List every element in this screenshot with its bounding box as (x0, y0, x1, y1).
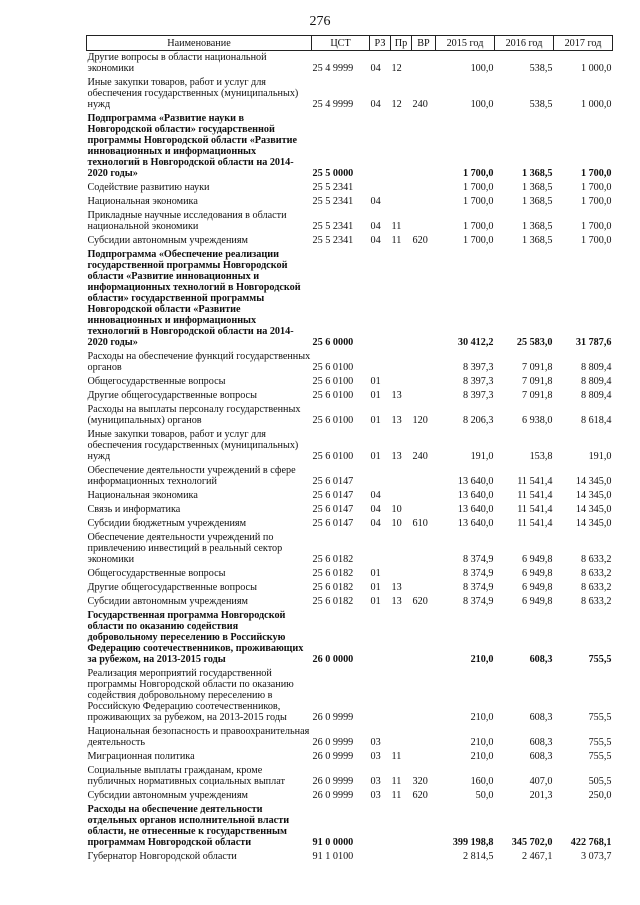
row-value-2016: 345 702,0 (511, 837, 553, 848)
row-vr (412, 531, 436, 567)
row-value-2016: 7 091,8 (521, 376, 553, 387)
row-value-2017: 8 633,2 (580, 554, 612, 565)
row-pr (391, 667, 412, 725)
row-value-2017: 8 809,4 (580, 362, 612, 373)
row-name: Губернатор Новгородской области (87, 851, 237, 862)
row-value-2015: 100,0 (470, 99, 494, 110)
row-vr: 620 (412, 596, 428, 607)
row-name: Национальная безопасность и правоохранительная деятельность (87, 726, 310, 748)
row-rz: 03 (370, 751, 381, 762)
row-pr: 11 (391, 751, 402, 762)
row-pr (391, 850, 412, 864)
row-cst: 25 6 0147 (312, 518, 354, 529)
row-value-2015: 210,0 (470, 737, 494, 748)
row-pr: 11 (391, 235, 402, 246)
row-rz: 01 (370, 390, 381, 401)
row-value-2016: 608,3 (529, 751, 553, 762)
row-rz: 04 (370, 504, 381, 515)
table-row (87, 464, 613, 489)
row-value-2016: 2 467,1 (521, 851, 553, 862)
row-value-2016: 538,5 (529, 99, 553, 110)
row-value-2017: 422 768,1 (570, 837, 612, 848)
row-name: Общегосударственные вопросы (87, 568, 226, 579)
row-pr (391, 489, 412, 503)
row-cst: 25 4 9999 (312, 63, 354, 74)
table-row (87, 112, 613, 181)
row-value-2016: 608,3 (529, 654, 553, 665)
row-rz: 04 (370, 221, 381, 232)
row-rz: 01 (370, 582, 381, 593)
row-cst: 26 0 9999 (312, 751, 354, 762)
row-rz: 03 (370, 776, 381, 787)
row-value-2015: 8 397,3 (462, 376, 494, 387)
row-value-2015: 1 700,0 (462, 221, 494, 232)
row-value-2017: 191,0 (588, 451, 612, 462)
row-value-2015: 210,0 (470, 751, 494, 762)
row-value-2017: 8 809,4 (580, 376, 612, 387)
row-pr: 11 (391, 221, 402, 232)
row-cst: 26 0 9999 (312, 790, 354, 801)
row-pr (391, 181, 412, 195)
row-value-2015: 8 397,3 (462, 362, 494, 373)
table-body (87, 51, 613, 865)
table-row (87, 234, 613, 248)
row-rz: 01 (370, 568, 381, 579)
row-value-2017: 14 345,0 (575, 518, 612, 529)
row-vr: 240 (412, 451, 428, 462)
row-cst: 25 6 0147 (312, 476, 354, 487)
row-value-2015: 160,0 (470, 776, 494, 787)
row-rz: 01 (370, 451, 381, 462)
row-vr: 620 (412, 235, 428, 246)
row-rz (370, 248, 391, 350)
row-rz (370, 464, 391, 489)
table-row (87, 248, 613, 350)
row-value-2016: 153,8 (529, 451, 553, 462)
row-name: Социальные выплаты гражданам, кроме публичных нормативных социальных выплат (87, 765, 285, 787)
row-value-2015: 2 814,5 (462, 851, 494, 862)
row-name: Прикладные научные исследования в области национальной экономики (87, 210, 287, 232)
row-vr (412, 464, 436, 489)
row-value-2017: 1 700,0 (580, 235, 612, 246)
row-value-2016: 6 949,8 (521, 582, 553, 593)
row-name: Общегосударственные вопросы (87, 376, 226, 387)
table-row (87, 181, 613, 195)
row-cst: 25 6 0100 (312, 415, 354, 426)
row-value-2016: 6 949,8 (521, 568, 553, 579)
row-pr (391, 195, 412, 209)
row-name: Национальная экономика (87, 196, 198, 207)
row-cst: 25 6 0182 (312, 582, 354, 593)
column-header-2016: 2016 год (495, 36, 554, 51)
row-value-2015: 8 397,3 (462, 390, 494, 401)
row-name: Государственная программа Новгородской области по оказанию содействия добровольному переселению в Российскую Федерацию соотечественников, проживающих за рубежом, на 2013-2015 годы (87, 610, 304, 665)
row-vr: 120 (412, 415, 428, 426)
row-name: Другие общегосударственные вопросы (87, 390, 257, 401)
row-value-2017: 14 345,0 (575, 476, 612, 487)
table-row (87, 531, 613, 567)
row-value-2016: 1 368,5 (521, 196, 553, 207)
row-name: Реализация мероприятий государственной программы Новгородской области по оказанию содействия добровольному переселению в Российскую Федерацию соотечественников, проживающих за рубежом, на 2013-2015 годы (87, 668, 294, 723)
row-pr (391, 464, 412, 489)
row-value-2017: 8 633,2 (580, 568, 612, 579)
row-cst: 25 5 2341 (312, 235, 354, 246)
row-cst: 26 0 0000 (312, 654, 354, 665)
row-value-2016: 11 541,4 (517, 518, 553, 529)
budget-table (86, 35, 613, 864)
row-name: Субсидии автономным учреждениям (87, 790, 248, 801)
column-header-pr: Пр (391, 36, 412, 51)
row-name: Субсидии автономным учреждениям (87, 235, 248, 246)
row-pr (391, 725, 412, 750)
column-header-name: Наименование (87, 36, 312, 51)
row-cst: 25 6 0182 (312, 596, 354, 607)
row-name: Миграционная политика (87, 751, 195, 762)
table-row (87, 595, 613, 609)
row-value-2016: 608,3 (529, 712, 553, 723)
row-value-2017: 1 700,0 (580, 221, 612, 232)
row-name: Подпрограмма «Обеспечение реализации государственной программы Новгородской области «Развитие инновационных и информационных технологий в Новгородской области» государственной программы Новгородской области «Развитие инновационных и информационных технологий в Новгородской области на 2014-2020 годы» (87, 249, 301, 348)
row-value-2017: 505,5 (588, 776, 612, 787)
row-value-2017: 14 345,0 (575, 490, 612, 501)
row-value-2016: 1 368,5 (521, 182, 553, 193)
row-pr (391, 350, 412, 375)
table-row (87, 51, 613, 77)
row-rz (370, 609, 391, 667)
row-value-2016: 25 583,0 (516, 337, 553, 348)
row-value-2015: 8 374,9 (462, 582, 494, 593)
row-rz: 04 (370, 63, 381, 74)
row-name: Расходы на выплаты персоналу государственных (муниципальных) органов (87, 404, 301, 426)
row-rz (370, 531, 391, 567)
row-vr (412, 248, 436, 350)
row-value-2016: 7 091,8 (521, 362, 553, 373)
row-rz (370, 850, 391, 864)
row-cst: 25 6 0100 (312, 362, 354, 373)
row-vr (412, 503, 436, 517)
row-value-2016: 11 541,4 (517, 504, 553, 515)
row-rz: 04 (370, 235, 381, 246)
table-row (87, 503, 613, 517)
row-value-2015: 8 374,9 (462, 554, 494, 565)
row-cst: 25 6 0147 (312, 504, 354, 515)
row-vr (412, 209, 436, 234)
row-value-2017: 250,0 (588, 790, 612, 801)
row-rz: 03 (370, 790, 381, 801)
row-rz: 01 (370, 415, 381, 426)
table-row (87, 517, 613, 531)
row-value-2016: 1 368,5 (521, 168, 553, 179)
row-cst: 25 6 0100 (312, 376, 354, 387)
row-value-2017: 1 000,0 (580, 99, 612, 110)
table-row (87, 850, 613, 864)
row-pr (391, 567, 412, 581)
table-row (87, 725, 613, 750)
row-name: Иные закупки товаров, работ и услуг для обеспечения государственных (муниципальных) нужд (87, 429, 299, 462)
row-name: Расходы на обеспечение функций государственных органов (87, 351, 311, 373)
row-vr (412, 112, 436, 181)
row-rz: 03 (370, 737, 381, 748)
row-name: Связь и информатика (87, 504, 181, 515)
row-cst: 25 6 0182 (312, 568, 354, 579)
column-header-2015: 2015 год (436, 36, 495, 51)
row-value-2016: 11 541,4 (517, 490, 553, 501)
row-vr (412, 181, 436, 195)
row-vr: 620 (412, 790, 428, 801)
row-rz (370, 112, 391, 181)
row-value-2015: 1 700,0 (462, 196, 494, 207)
row-value-2017: 3 073,7 (580, 851, 612, 862)
row-name: Иные закупки товаров, работ и услуг для обеспечения государственных (муниципальных) нужд (87, 77, 299, 110)
row-value-2015: 30 412,2 (457, 337, 494, 348)
row-value-2017: 755,5 (588, 654, 612, 665)
row-rz: 04 (370, 99, 381, 110)
row-pr (391, 375, 412, 389)
row-value-2017: 1 700,0 (580, 168, 612, 179)
row-value-2015: 1 700,0 (462, 235, 494, 246)
row-pr: 13 (391, 451, 402, 462)
row-rz: 04 (370, 518, 381, 529)
table-row (87, 567, 613, 581)
row-value-2016: 538,5 (529, 63, 553, 74)
row-cst: 91 1 0100 (312, 851, 354, 862)
row-rz (370, 803, 391, 850)
row-value-2017: 755,5 (588, 737, 612, 748)
table-row (87, 209, 613, 234)
row-vr (412, 725, 436, 750)
row-value-2017: 8 809,4 (580, 390, 612, 401)
table-row (87, 789, 613, 803)
row-pr: 12 (391, 63, 402, 74)
row-cst: 25 5 0000 (312, 168, 354, 179)
row-value-2017: 8 618,4 (580, 415, 612, 426)
row-value-2015: 210,0 (470, 654, 494, 665)
table-row (87, 803, 613, 850)
row-value-2015: 8 374,9 (462, 596, 494, 607)
row-name: Обеспечение деятельности учреждений по привлечению инвестиций в реальный сектор экономики (87, 532, 283, 565)
row-pr: 11 (391, 790, 402, 801)
row-value-2016: 7 091,8 (521, 390, 553, 401)
row-value-2016: 201,3 (529, 790, 553, 801)
row-value-2015: 8 374,9 (462, 568, 494, 579)
row-value-2015: 210,0 (470, 712, 494, 723)
row-cst: 25 6 0000 (312, 337, 354, 348)
row-vr (412, 51, 436, 77)
row-pr: 13 (391, 596, 402, 607)
row-value-2017: 31 787,6 (575, 337, 612, 348)
row-vr: 240 (412, 99, 428, 110)
row-value-2016: 608,3 (529, 737, 553, 748)
row-vr (412, 667, 436, 725)
row-value-2017: 1 700,0 (580, 182, 612, 193)
row-cst: 25 4 9999 (312, 99, 354, 110)
row-value-2017: 755,5 (588, 712, 612, 723)
table-row (87, 428, 613, 464)
row-cst: 25 5 2341 (312, 221, 354, 232)
table-row (87, 750, 613, 764)
row-rz (370, 181, 391, 195)
row-vr (412, 850, 436, 864)
table-row (87, 764, 613, 789)
row-vr (412, 375, 436, 389)
row-pr: 10 (391, 504, 402, 515)
row-cst: 25 5 2341 (312, 182, 354, 193)
row-cst: 25 6 0100 (312, 390, 354, 401)
row-cst: 25 5 2341 (312, 196, 354, 207)
row-value-2016: 407,0 (529, 776, 553, 787)
row-pr: 13 (391, 415, 402, 426)
row-value-2016: 1 368,5 (521, 235, 553, 246)
column-header-2017: 2017 год (554, 36, 613, 51)
row-name: Субсидии бюджетным учреждениям (87, 518, 247, 529)
row-value-2017: 8 633,2 (580, 596, 612, 607)
row-value-2016: 11 541,4 (517, 476, 553, 487)
row-value-2016: 6 938,0 (521, 415, 553, 426)
row-rz: 04 (370, 490, 381, 501)
row-value-2015: 13 640,0 (457, 504, 494, 515)
row-vr: 320 (412, 776, 428, 787)
row-vr (412, 609, 436, 667)
row-value-2015: 191,0 (470, 451, 494, 462)
row-pr: 12 (391, 99, 402, 110)
row-pr (391, 803, 412, 850)
column-header-vr: ВР (412, 36, 436, 51)
row-cst: 26 0 9999 (312, 776, 354, 787)
row-name: Обеспечение деятельности учреждений в сфере информационных технологий (87, 465, 296, 487)
row-rz (370, 667, 391, 725)
row-rz (370, 350, 391, 375)
row-value-2015: 8 206,3 (462, 415, 494, 426)
row-vr (412, 350, 436, 375)
row-cst: 25 6 0182 (312, 554, 354, 565)
row-vr (412, 567, 436, 581)
row-vr (412, 195, 436, 209)
row-rz: 04 (370, 196, 381, 207)
row-vr (412, 750, 436, 764)
row-cst: 25 6 0147 (312, 490, 354, 501)
table-row (87, 195, 613, 209)
row-pr (391, 112, 412, 181)
row-value-2017: 1 700,0 (580, 196, 612, 207)
row-cst: 91 0 0000 (312, 837, 354, 848)
row-pr: 10 (391, 518, 402, 529)
row-value-2015: 399 198,8 (452, 837, 494, 848)
row-vr (412, 489, 436, 503)
row-pr: 13 (391, 582, 402, 593)
row-value-2017: 14 345,0 (575, 504, 612, 515)
row-name: Другие вопросы в области национальной экономики (87, 52, 267, 74)
row-name: Расходы на обеспечение деятельности отдельных органов исполнительной власти области, не отнесенные к государственным программам Новгородской области (87, 804, 290, 848)
row-pr (391, 531, 412, 567)
row-cst: 26 0 9999 (312, 712, 354, 723)
row-name: Другие общегосударственные вопросы (87, 582, 257, 593)
table-row (87, 489, 613, 503)
row-value-2015: 100,0 (470, 63, 494, 74)
row-value-2017: 755,5 (588, 751, 612, 762)
row-vr (412, 581, 436, 595)
table-row (87, 667, 613, 725)
row-value-2017: 1 000,0 (580, 63, 612, 74)
row-vr (412, 389, 436, 403)
page-number: 276 (309, 14, 331, 29)
table-row (87, 375, 613, 389)
row-value-2015: 13 640,0 (457, 490, 494, 501)
row-pr: 11 (391, 776, 402, 787)
row-pr: 13 (391, 390, 402, 401)
row-vr: 610 (412, 518, 428, 529)
table-row (87, 389, 613, 403)
row-value-2015: 1 700,0 (462, 168, 494, 179)
row-name: Субсидии автономным учреждениям (87, 596, 248, 607)
row-pr (391, 609, 412, 667)
row-value-2015: 1 700,0 (462, 182, 494, 193)
row-cst: 26 0 9999 (312, 737, 354, 748)
row-rz: 01 (370, 376, 381, 387)
column-header-cst: ЦСТ (312, 36, 370, 51)
table-row (87, 609, 613, 667)
row-value-2015: 50,0 (475, 790, 494, 801)
row-name: Национальная экономика (87, 490, 198, 501)
column-header-rz: РЗ (370, 36, 391, 51)
row-name: Подпрограмма «Развитие науки в Новгородской области» государственной программы Новгородской области «Развитие инновационных и информационных технологий в Новгородской области на 2014-2020 годы» (87, 113, 297, 179)
row-value-2017: 8 633,2 (580, 582, 612, 593)
table-header (87, 36, 613, 51)
table-row (87, 581, 613, 595)
row-value-2015: 13 640,0 (457, 518, 494, 529)
row-rz: 01 (370, 596, 381, 607)
row-pr (391, 248, 412, 350)
row-value-2015: 13 640,0 (457, 476, 494, 487)
row-cst: 25 6 0100 (312, 451, 354, 462)
row-value-2016: 6 949,8 (521, 554, 553, 565)
table-row (87, 350, 613, 375)
row-value-2016: 1 368,5 (521, 221, 553, 232)
row-value-2016: 6 949,8 (521, 596, 553, 607)
row-vr (412, 803, 436, 850)
table-row (87, 403, 613, 428)
row-name: Содействие развитию науки (87, 182, 210, 193)
table-row (87, 76, 613, 112)
